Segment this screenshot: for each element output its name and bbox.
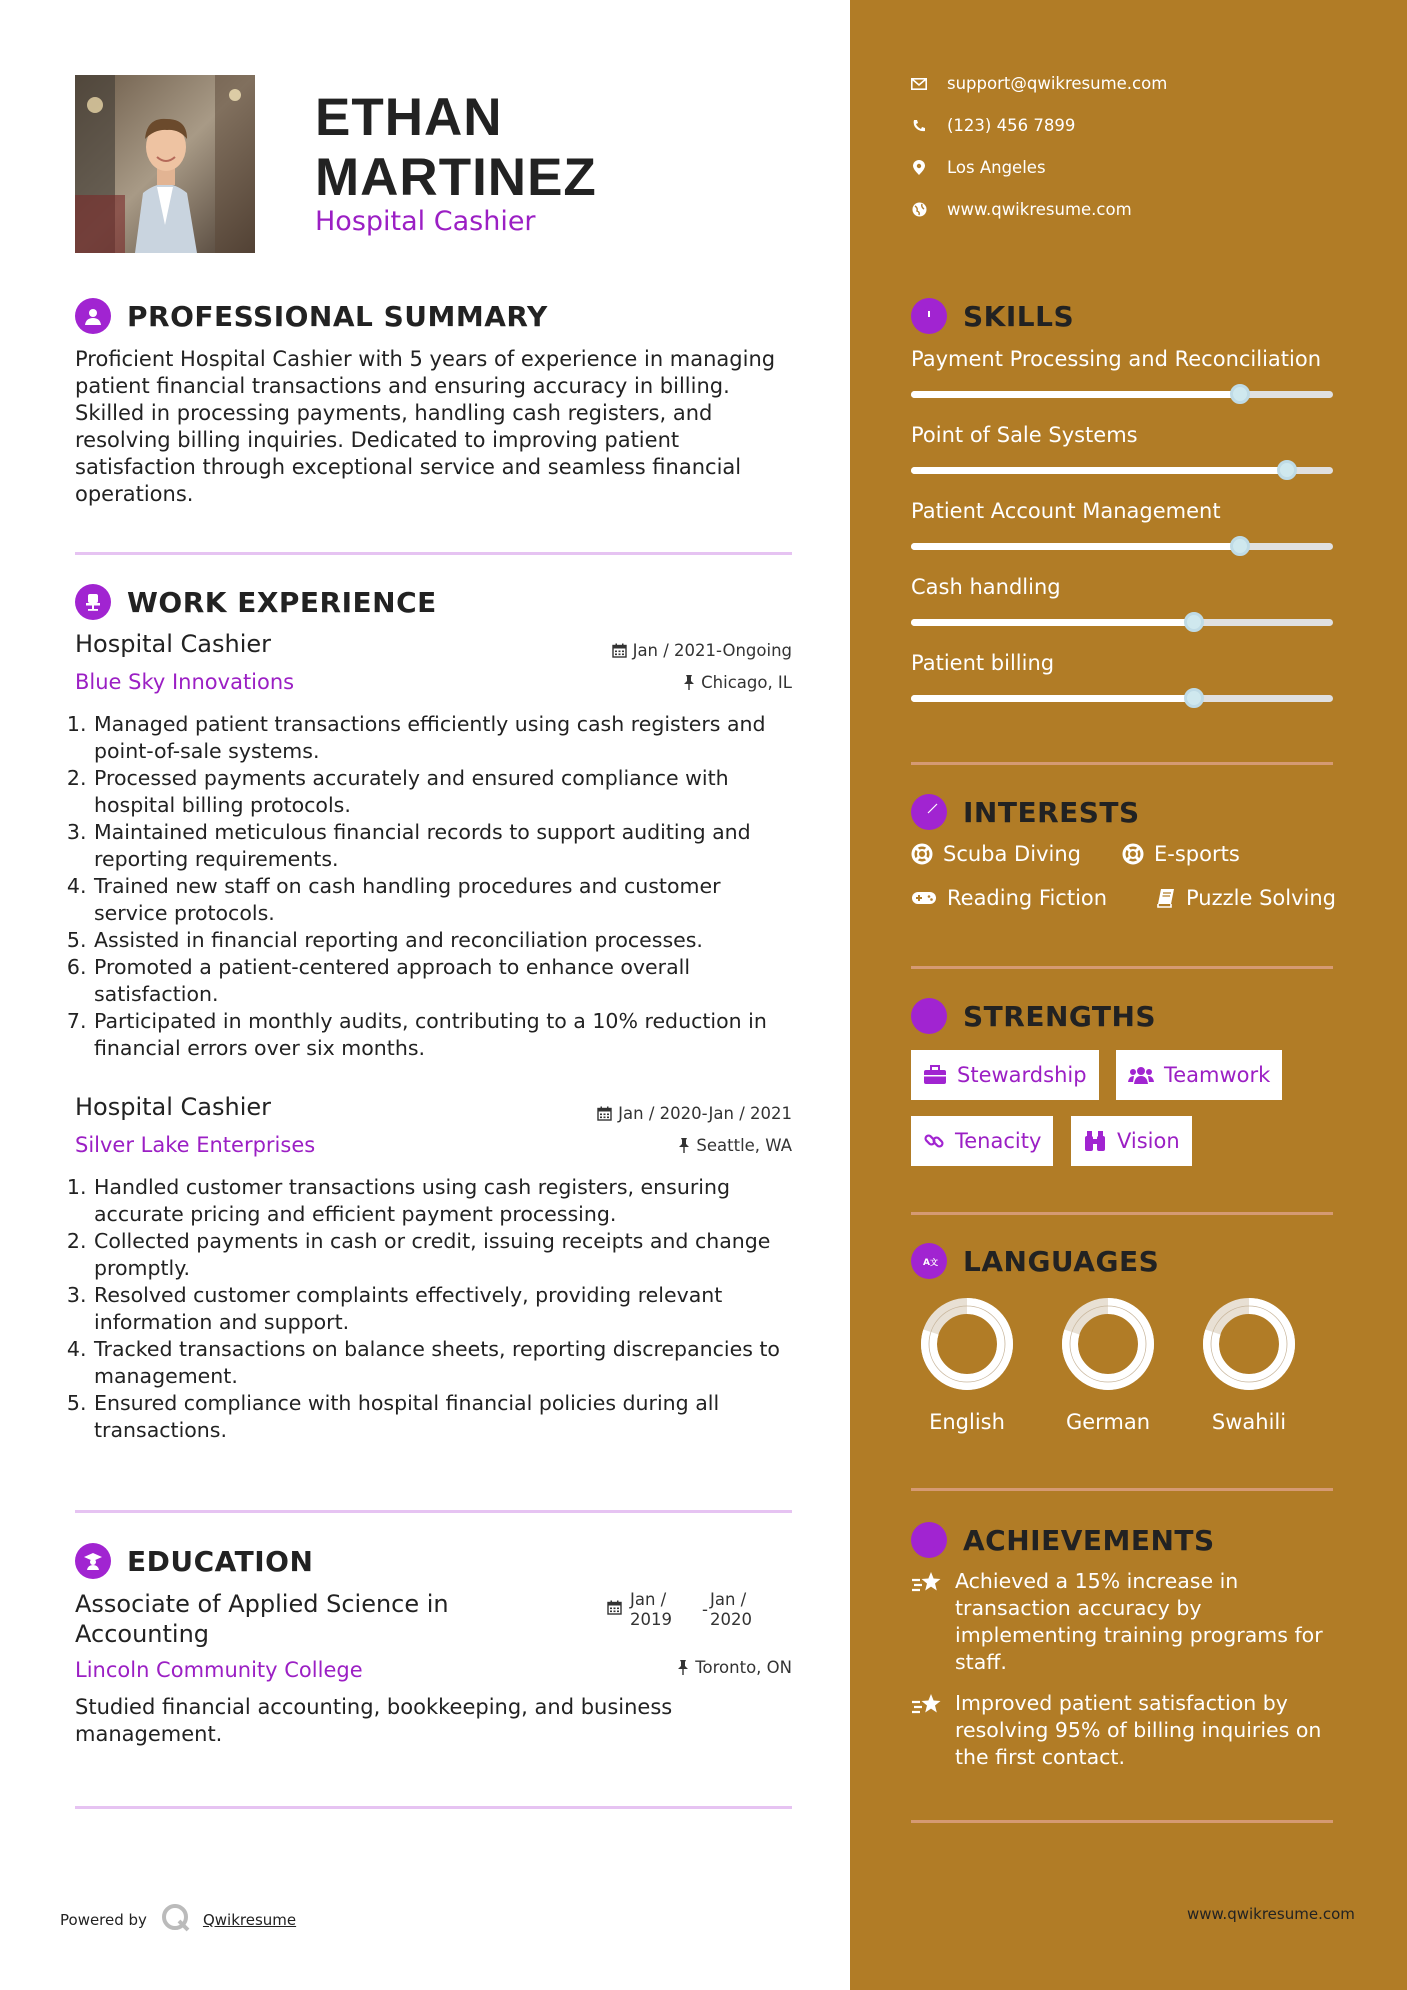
interests-heading-text: INTERESTS xyxy=(963,795,1140,829)
job-bullets xyxy=(75,1174,795,1444)
language-label: English xyxy=(929,1410,1005,1434)
interest-item xyxy=(911,886,1107,910)
translate-icon xyxy=(911,1243,947,1279)
skill-bar-fill xyxy=(911,391,1240,398)
degree-title: Associate of Applied Science in Accounting xyxy=(75,1590,449,1648)
achievement-text: Improved patient satisfaction by resolving 95% of billing inquiries on the first contact. xyxy=(955,1691,1322,1769)
education-start-date: Jan / 2019 xyxy=(630,1590,672,1629)
achievements-heading-text: ACHIEVEMENTS xyxy=(963,1523,1215,1557)
language-ring-outline xyxy=(1070,1306,1146,1382)
strength-tag xyxy=(1116,1050,1282,1100)
language-level-ring xyxy=(919,1296,1015,1392)
strengths-heading xyxy=(911,998,1156,1034)
users-icon xyxy=(1128,1065,1154,1085)
job-dates xyxy=(500,641,792,660)
skill-bar xyxy=(911,467,1333,474)
languages-heading xyxy=(911,1243,1159,1279)
paper-plane-icon xyxy=(911,794,947,830)
divider xyxy=(911,1212,1333,1215)
phone-icon xyxy=(911,119,927,133)
interest-item xyxy=(911,842,1081,866)
last-name: MARTINEZ xyxy=(315,148,597,207)
lightbulb-icon xyxy=(911,298,947,334)
skill-label: Payment Processing and Reconciliation xyxy=(911,347,1322,371)
skill-bar xyxy=(911,543,1333,550)
contact-location xyxy=(911,158,1046,177)
skill-bar-knob xyxy=(1184,688,1204,708)
job-location xyxy=(500,673,792,692)
interests-heading xyxy=(911,794,1140,830)
skill-bar-knob xyxy=(1184,612,1204,632)
experience-heading-text: WORK EXPERIENCE xyxy=(127,585,437,619)
interest-label: Puzzle Solving xyxy=(1186,886,1336,910)
list-item: 5. Assisted in financial reporting and reconciliation processes. xyxy=(93,927,795,954)
list-item: 2. Collected payments in cash or credit, issuing receipts and change promptly. xyxy=(93,1228,795,1282)
strength-tag xyxy=(911,1116,1053,1166)
skill-bar-fill xyxy=(911,619,1194,626)
skill-bar xyxy=(911,619,1333,626)
contact-email[interactable] xyxy=(911,74,1167,93)
pushpin-icon xyxy=(677,1660,689,1675)
list-item: 2. Processed payments accurately and ensured compliance with hospital billing protocols. xyxy=(93,765,795,819)
list-item: 6. Promoted a patient-centered approach to enhance overall satisfaction. xyxy=(93,954,795,1008)
binoculars-icon xyxy=(1083,1130,1107,1152)
shooting-star-icon xyxy=(911,1568,945,1676)
job-title: Hospital Cashier xyxy=(75,1093,272,1121)
education-heading xyxy=(75,1543,313,1579)
skill-label: Cash handling xyxy=(911,575,1061,599)
company-name: Silver Lake Enterprises xyxy=(75,1133,316,1157)
language-label: German xyxy=(1065,1410,1151,1434)
interest-label: Scuba Diving xyxy=(943,842,1081,866)
skill-label: Patient billing xyxy=(911,651,1055,675)
education-dates: Jan / 2019 - Jan / 2020 xyxy=(607,1590,807,1630)
strength-label: Stewardship xyxy=(957,1063,1087,1087)
calendar-icon xyxy=(612,643,627,658)
language-ring-outline xyxy=(929,1306,1005,1382)
list-item: 3. Maintained meticulous financial records to support auditing and reporting requirements. xyxy=(93,819,795,873)
skill-bar xyxy=(911,695,1333,702)
job-location-text: Seattle, WA xyxy=(696,1136,792,1155)
contact-location-text: Los Angeles xyxy=(947,158,1046,177)
strength-label: Teamwork xyxy=(1164,1063,1271,1087)
contact-phone-text: (123) 456 7899 xyxy=(947,116,1076,135)
divider xyxy=(75,1806,792,1809)
map-pin-icon xyxy=(911,160,927,175)
list-item: 1. Handled customer transactions using cash registers, ensuring accurate pricing and efficient payment processing. xyxy=(93,1174,795,1228)
education-location xyxy=(500,1658,792,1677)
lifebuoy-icon xyxy=(1122,843,1144,865)
star-icon xyxy=(911,1522,947,1558)
job-location-text: Chicago, IL xyxy=(701,673,792,692)
strength-label: Vision xyxy=(1117,1129,1180,1153)
briefcase-icon xyxy=(923,1065,947,1085)
strength-tag xyxy=(1071,1116,1192,1166)
list-item: 4. Trained new staff on cash handling procedures and customer service protocols. xyxy=(93,873,795,927)
skill-bar-fill xyxy=(911,695,1194,702)
list-item: 5. Ensured compliance with hospital financial policies during all transactions. xyxy=(93,1390,795,1444)
divider xyxy=(911,762,1333,765)
achievement-text: Achieved a 15% increase in transaction accuracy by implementing training programs for staff. xyxy=(955,1569,1323,1674)
summary-heading xyxy=(75,298,548,334)
contact-phone[interactable] xyxy=(911,116,1075,135)
strength-tag xyxy=(911,1050,1099,1100)
calendar-icon xyxy=(597,1106,612,1121)
education-description: Studied financial accounting, bookkeeping, and business management. xyxy=(75,1695,673,1746)
language-item xyxy=(1179,1296,1319,1434)
education-end-date: Jan / 2020 xyxy=(709,1590,752,1629)
interest-label: Reading Fiction xyxy=(947,886,1108,910)
school-name: Lincoln Community College xyxy=(75,1658,363,1682)
company-name: Blue Sky Innovations xyxy=(75,670,295,694)
envelope-icon xyxy=(911,78,927,90)
skill-bar-fill xyxy=(911,467,1287,474)
book-icon xyxy=(1156,888,1176,908)
strength-label: Tenacity xyxy=(955,1129,1042,1153)
profile-photo xyxy=(75,75,255,253)
achievement-item xyxy=(911,1690,1341,1771)
list-item: 3. Resolved customer complaints effectively, providing relevant information and support. xyxy=(93,1282,795,1336)
link-icon xyxy=(923,1130,945,1152)
strengths-heading-text: STRENGTHS xyxy=(963,999,1157,1033)
language-level-ring xyxy=(1201,1296,1297,1392)
divider xyxy=(911,1488,1333,1491)
skills-heading xyxy=(911,298,1074,334)
first-name: ETHAN xyxy=(315,88,503,147)
divider xyxy=(75,552,792,555)
powered-by-text: Powered by xyxy=(60,1911,147,1929)
job-dates-text: Jan / 2020-Jan / 2021 xyxy=(618,1104,792,1123)
footer-url[interactable]: www.qwikresume.com xyxy=(1187,1905,1355,1923)
globe-icon xyxy=(911,202,927,217)
divider xyxy=(75,1510,792,1513)
job-dates-text: Jan / 2021-Ongoing xyxy=(632,641,792,660)
contact-website[interactable] xyxy=(911,200,1132,219)
brand-link[interactable]: Qwikresume xyxy=(202,1911,297,1929)
job-bullets xyxy=(75,711,795,1062)
achievement-item xyxy=(911,1568,1341,1676)
achievements-heading xyxy=(911,1522,1215,1558)
language-item xyxy=(1038,1296,1178,1434)
pushpin-icon xyxy=(678,1138,690,1153)
summary-text: Proficient Hospital Cashier with 5 years of experience in managing patient financial transactions and ensuring accuracy in billing. Skilled in processing payments, handling cash registers, and resolving billing inquiries. Dedicated to improving patient satisfaction through exceptional service and seamless financial operations. xyxy=(75,347,776,506)
svg-text:文: 文 xyxy=(930,1258,939,1267)
skill-bar-knob xyxy=(1277,460,1297,480)
interest-item xyxy=(1156,886,1336,910)
job-location xyxy=(500,1136,792,1155)
list-item: 7. Participated in monthly audits, contributing to a 10% reduction in financial errors over six months. xyxy=(93,1008,795,1062)
contact-website-text: www.qwikresume.com xyxy=(947,200,1132,219)
user-icon xyxy=(75,298,111,334)
contact-email-text: support@qwikresume.com xyxy=(947,74,1168,93)
fist-icon xyxy=(911,998,947,1034)
language-ring-outline xyxy=(1211,1306,1287,1382)
experience-heading xyxy=(75,584,437,620)
list-item: 1. Managed patient transactions efficiently using cash registers and point-of-sale systems. xyxy=(93,711,795,765)
job-title: Hospital Cashier xyxy=(75,630,272,658)
skill-bar xyxy=(911,391,1333,398)
svg-text:A: A xyxy=(923,1258,931,1268)
skill-label: Point of Sale Systems xyxy=(911,423,1138,447)
list-item: 4. Tracked transactions on balance sheets, reporting discrepancies to management. xyxy=(93,1336,795,1390)
interest-label: E-sports xyxy=(1154,842,1240,866)
languages-heading-text: LANGUAGES xyxy=(963,1244,1160,1278)
language-item xyxy=(897,1296,1037,1434)
skill-bar-fill xyxy=(911,543,1240,550)
skills-heading-text: SKILLS xyxy=(963,299,1075,333)
gamepad-icon xyxy=(911,889,937,907)
language-label: Swahili xyxy=(1211,1410,1287,1434)
summary-heading-text: PROFESSIONAL SUMMARY xyxy=(127,299,548,333)
candidate-name xyxy=(315,88,597,208)
skill-label: Patient Account Management xyxy=(911,499,1221,523)
candidate-job-title: Hospital Cashier xyxy=(315,206,536,237)
education-heading-text: EDUCATION xyxy=(127,1544,314,1578)
divider xyxy=(911,966,1333,969)
footer-powered-by xyxy=(60,1903,296,1937)
interest-item xyxy=(1122,842,1240,866)
education-location-text: Toronto, ON xyxy=(695,1658,792,1677)
shooting-star-icon xyxy=(911,1690,945,1771)
office-chair-icon xyxy=(75,584,111,620)
divider xyxy=(911,1820,1333,1823)
pushpin-icon xyxy=(683,675,695,690)
job-dates xyxy=(500,1104,792,1123)
qwikresume-logo-icon xyxy=(161,1903,191,1937)
lifebuoy-icon xyxy=(911,843,933,865)
graduate-icon xyxy=(75,1543,111,1579)
language-level-ring xyxy=(1060,1296,1156,1392)
calendar-icon xyxy=(607,1600,622,1615)
